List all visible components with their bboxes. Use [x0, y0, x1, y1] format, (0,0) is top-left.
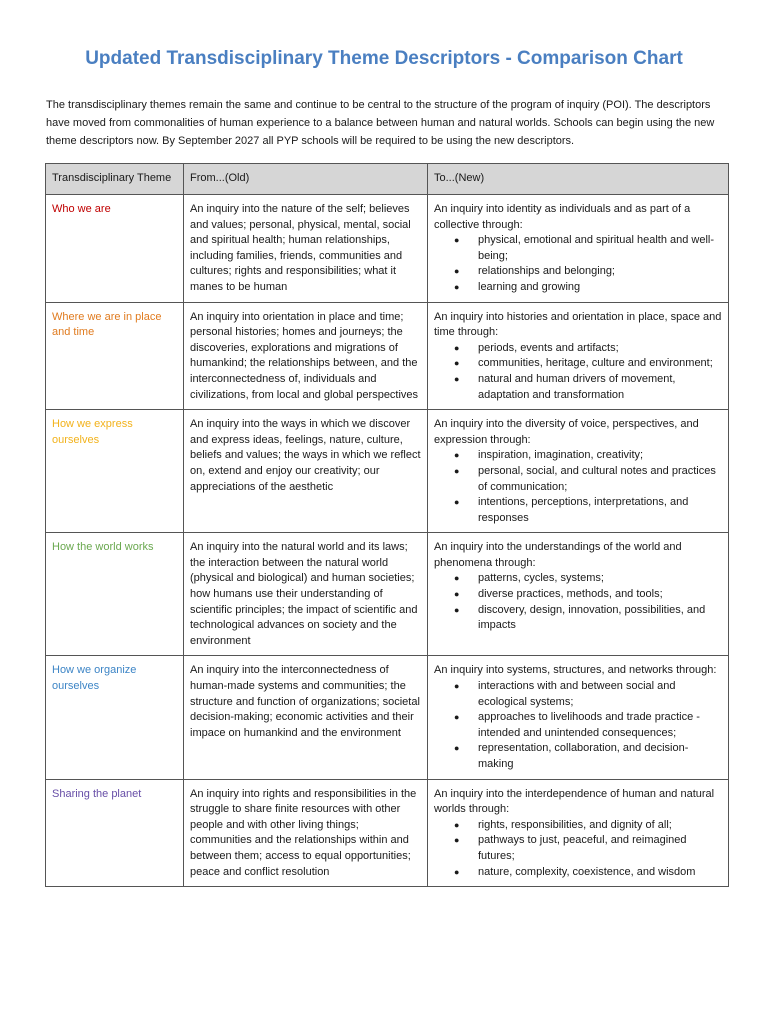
new-descriptor: [428, 779, 729, 887]
old-descriptor: An inquiry into rights and responsibilities in the struggle to share finite resources with other people and with other living things; communities and the relationships within and between them; access to equal opportunities; peace and conflict resolution: [184, 779, 428, 887]
new-descriptor-item: ● diverse practices, methods, and tools;: [434, 587, 722, 603]
page-title: Updated Transdisciplinary Theme Descriptors - Comparison Chart: [85, 48, 683, 69]
new-descriptor-item: ● pathways to just, peaceful, and reimagined futures;: [434, 833, 722, 864]
new-descriptor-item: ● nature, complexity, coexistence, and wisdom: [434, 865, 722, 881]
new-descriptor-item: ● representation, collaboration, and decision-making: [434, 741, 722, 772]
old-descriptor: An inquiry into the interconnectedness of human-made systems and communities; the structure and function of organizations; societal decision-making; economic activities and their impace on humankind and the environment: [184, 656, 428, 779]
table-header-row: [46, 164, 729, 195]
new-descriptor-intro: An inquiry into histories and orientation in place, space and time through:: [434, 310, 722, 339]
header-old: From...(Old): [184, 164, 428, 195]
new-descriptor-item: ● communities, heritage, culture and environment;: [434, 356, 722, 372]
table-row: [46, 656, 729, 779]
new-descriptor-item: ● intentions, perceptions, interpretations, and responses: [434, 495, 722, 526]
theme-name: How we express ourselves: [46, 410, 184, 533]
new-descriptor-item: ● natural and human drivers of movement, adaptation and transformation: [434, 372, 722, 403]
new-descriptor-item: ● interactions with and between social and ecological systems;: [434, 679, 722, 710]
new-descriptor-intro: An inquiry into the diversity of voice, perspectives, and expression through:: [434, 418, 699, 446]
theme-name: Sharing the planet: [46, 779, 184, 887]
table-row: [46, 302, 729, 410]
new-descriptor-item: ● learning and growing: [434, 280, 722, 296]
old-descriptor: An inquiry into the nature of the self; believes and values; personal, physical, mental, social and spiritual health; human relationships, including families, friends, communities and cultures; rights and responsibilities; what it manes to be human: [184, 195, 428, 303]
new-descriptor-item: ● discovery, design, innovation, possibilities, and impacts: [434, 603, 722, 634]
table-row: [46, 195, 729, 303]
new-descriptor-item: ● rights, responsibilities, and dignity of all;: [434, 818, 722, 834]
new-descriptor-list: [434, 818, 722, 880]
new-descriptor-item: ● inspiration, imagination, creativity;: [434, 448, 722, 464]
new-descriptor-item: ● personal, social, and cultural notes and practices of communication;: [434, 464, 722, 495]
new-descriptor-item: ● approaches to livelihoods and trade practice - intended and unintended consequences;: [434, 710, 722, 741]
new-descriptor: [428, 533, 729, 656]
intro-paragraph: The transdisciplinary themes remain the same and continue to be central to the structure of the program of inquiry (POI). The descriptors have moved from commonalities of human experience to a balance between human and natural worlds. Schools can begin using the new theme descriptors now. By September 2027 all PYP schools will be required to be using the new descriptors.: [46, 99, 715, 147]
new-descriptor: [428, 195, 729, 303]
old-descriptor: An inquiry into the natural world and its laws; the interaction between the natural world (physical and biological) and human societies; how humans use their understanding of scientific principles; the impact of scientific and technological advances on society and the environment: [184, 533, 428, 656]
theme-name: Who we are: [46, 195, 184, 303]
new-descriptor-list: [434, 341, 722, 403]
theme-name: Where we are in place and time: [46, 302, 184, 410]
new-descriptor-item: ● periods, events and artifacts;: [434, 341, 722, 357]
theme-name: How the world works: [46, 533, 184, 656]
new-descriptor-item: ● physical, emotional and spiritual health and well-being;: [434, 233, 722, 264]
table-row: [46, 410, 729, 533]
table-row: [46, 533, 729, 656]
new-descriptor-list: [434, 679, 722, 773]
new-descriptor: [428, 302, 729, 410]
new-descriptor-intro: An inquiry into the understandings of the world and phenomena through:: [434, 541, 682, 569]
new-descriptor-intro: An inquiry into identity as individuals and as part of a collective through:: [434, 203, 691, 231]
new-descriptor-intro: An inquiry into the interdependence of human and natural worlds through:: [434, 787, 715, 816]
new-descriptor: [428, 410, 729, 533]
new-descriptor-intro: An inquiry into systems, structures, and networks through:: [434, 664, 717, 677]
new-descriptor-item: ● patterns, cycles, systems;: [434, 571, 722, 587]
new-descriptor-list: [434, 448, 722, 526]
comparison-table: [45, 163, 729, 887]
theme-name: How we organize ourselves: [46, 656, 184, 779]
new-descriptor-item: ● relationships and belonging;: [434, 264, 722, 280]
new-descriptor-list: [434, 233, 722, 295]
old-descriptor: An inquiry into the ways in which we discover and express ideas, feelings, nature, culture, beliefs and values; the ways in which we reflect on, extend and enjoy our creativity; our appreciations of the aesthetic: [184, 410, 428, 533]
old-descriptor: An inquiry into orientation in place and time; personal histories; homes and journeys; the discoveries, explorations and migrations of humankind; the relationships between, and the interconnectedness of, individuals and civilizations, from local and global perspectives: [184, 302, 428, 410]
header-new: To...(New): [428, 164, 729, 195]
new-descriptor-list: [434, 571, 722, 633]
table-row: [46, 779, 729, 887]
header-theme: Transdisciplinary Theme: [46, 164, 184, 195]
new-descriptor: [428, 656, 729, 779]
